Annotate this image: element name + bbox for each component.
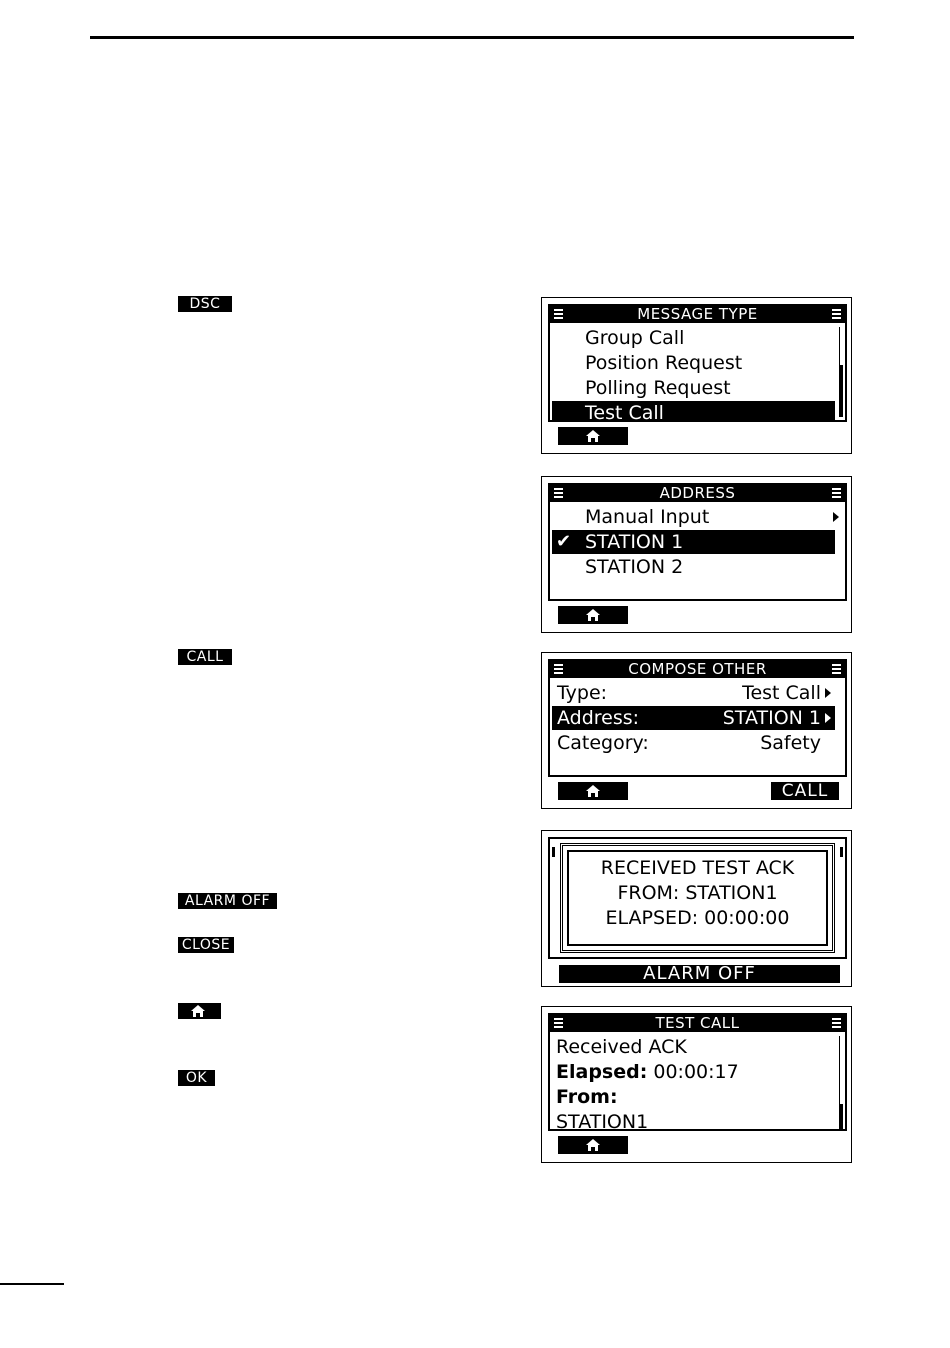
menu-item-manual-input[interactable]	[552, 505, 843, 529]
menu-item-label: STATION 2	[585, 556, 684, 578]
home-icon	[586, 785, 600, 797]
alarm-box	[560, 843, 835, 953]
lcd-display	[548, 1013, 847, 1131]
dsc-key-glyph: DSC	[178, 296, 232, 312]
menu-item-label: Group Call	[585, 327, 685, 349]
screen-title	[550, 306, 845, 323]
frame-tick	[552, 847, 555, 857]
field-label: Type:	[557, 682, 608, 704]
softkey-bar	[548, 1136, 847, 1154]
scrollbar[interactable]	[839, 1036, 843, 1126]
alarm-off-button[interactable]: ALARM OFF	[559, 965, 840, 983]
alarm-line-1: RECEIVED TEST ACK	[600, 857, 795, 879]
elapsed-label: Elapsed:	[556, 1061, 648, 1083]
menu-icon	[832, 309, 841, 320]
menu-item-label: Test Call	[585, 402, 664, 422]
menu-icon	[832, 664, 841, 675]
softkey-bar	[548, 782, 847, 800]
menu-item-test-call[interactable]	[552, 401, 835, 422]
elapsed-value: 00:00:17	[653, 1061, 739, 1083]
elapsed-line	[556, 1060, 739, 1084]
home-button[interactable]	[558, 606, 628, 624]
from-value: STATION1	[556, 1111, 649, 1131]
home-button[interactable]	[558, 782, 628, 800]
screen-title	[550, 485, 845, 502]
from-label: From:	[556, 1086, 618, 1108]
home-button[interactable]	[558, 427, 628, 445]
menu-item-label: STATION 1	[585, 531, 684, 553]
home-key-glyph	[178, 1003, 221, 1019]
menu-icon	[832, 488, 841, 499]
screen-title	[550, 661, 845, 678]
chevron-right-icon	[825, 688, 831, 698]
chevron-right-icon	[833, 512, 839, 522]
close-key-glyph: CLOSE	[178, 937, 234, 953]
title-text: MESSAGE TYPE	[637, 305, 758, 323]
home-button[interactable]	[558, 1136, 628, 1154]
lcd-display	[548, 483, 847, 601]
received-ack-screen	[541, 830, 852, 987]
field-label: Category:	[557, 732, 649, 754]
softkey-bar	[548, 606, 847, 624]
menu-icon	[554, 309, 563, 320]
call-button[interactable]: CALL	[771, 782, 839, 800]
menu-item-station-2[interactable]	[552, 555, 835, 579]
top-rule	[90, 36, 854, 39]
menu-item-label: Polling Request	[585, 377, 731, 399]
menu-icon	[554, 488, 563, 499]
title-text: ADDRESS	[659, 484, 736, 502]
frame-tick	[840, 847, 843, 857]
lcd-display	[548, 304, 847, 422]
menu-item-label: Manual Input	[585, 506, 710, 528]
menu-item-group-call[interactable]	[552, 326, 835, 350]
menu-icon	[832, 1018, 841, 1029]
status-line: Received ACK	[556, 1036, 687, 1058]
menu-item-polling-request[interactable]	[552, 376, 835, 400]
field-value: STATION 1	[722, 707, 821, 729]
ok-key-glyph: OK	[178, 1070, 215, 1086]
bottom-rule	[0, 1283, 64, 1285]
title-text: TEST CALL	[655, 1014, 740, 1032]
menu-item-label: Position Request	[585, 352, 743, 374]
call-key-glyph: CALL	[178, 649, 232, 665]
alarm-box-inner	[567, 850, 828, 946]
menu-icon	[554, 664, 563, 675]
home-icon	[191, 1005, 205, 1017]
category-row[interactable]	[552, 731, 835, 755]
field-value: Test Call	[742, 682, 821, 704]
menu-item-position-request[interactable]	[552, 351, 835, 375]
title-text: COMPOSE OTHER	[628, 660, 767, 678]
alarm-line-2: FROM: STATION1	[617, 882, 778, 904]
lcd-display	[548, 659, 847, 777]
alarm-line-3: ELAPSED: 00:00:00	[605, 907, 790, 929]
softkey-bar	[548, 427, 847, 445]
message-type-screen	[541, 297, 852, 454]
field-value: Safety	[760, 732, 821, 754]
home-icon	[586, 1139, 600, 1151]
alarm-frame	[548, 837, 847, 959]
type-row[interactable]	[552, 681, 835, 705]
menu-item-station-1[interactable]	[552, 530, 835, 554]
menu-icon	[554, 1018, 563, 1029]
screen-title	[550, 1015, 845, 1032]
home-icon	[586, 609, 600, 621]
scrollbar[interactable]	[839, 327, 843, 417]
from-line	[556, 1085, 618, 1109]
chevron-right-icon	[825, 713, 831, 723]
address-screen	[541, 476, 852, 633]
check-icon: ✔	[556, 531, 572, 552]
compose-other-screen	[541, 652, 852, 809]
address-row[interactable]	[552, 706, 835, 730]
field-label: Address:	[557, 707, 640, 729]
home-icon	[586, 430, 600, 442]
test-call-screen	[541, 1006, 852, 1163]
alarm-off-key-glyph: ALARM OFF	[178, 893, 277, 909]
